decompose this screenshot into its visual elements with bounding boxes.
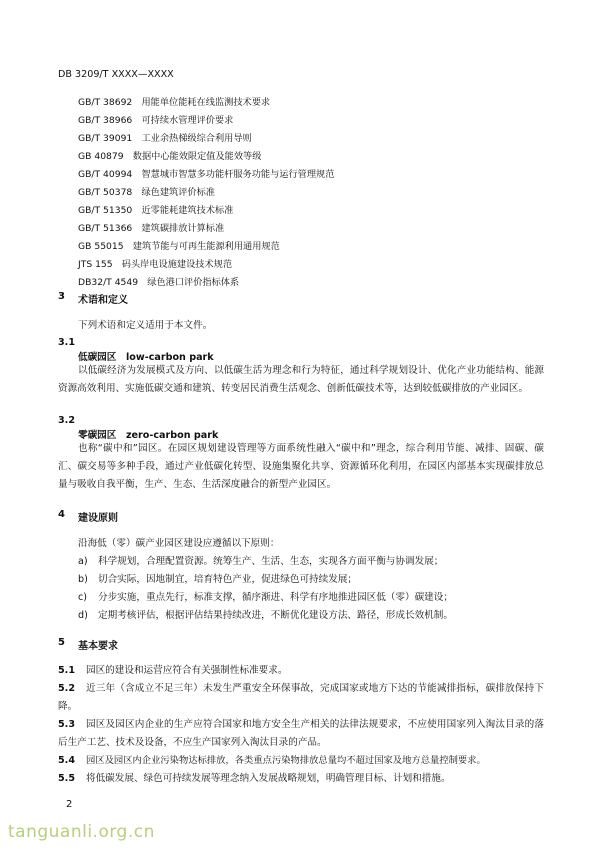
reference-item: GB/T 50378 绿色建筑评价标准 bbox=[78, 187, 215, 198]
list-item: 科学规划，合理配置资源。统筹生产、生活、生态，实现各方面平衡与协调发展； bbox=[98, 556, 444, 567]
term-definition: 以低碳经济为发展模式及方向、以低碳生活为理念和行为特征，通过科学规划设计、优化产业功能结构、能源资源高效利用、实施低碳交通和建筑、转变居民消费生活观念、创新低碳技术等，达到较低碳排放的产业园区。 bbox=[58, 365, 544, 394]
section-title: 建设原则 bbox=[78, 513, 118, 524]
list-item: 定期考核评估，根据评估结果持续改进，不断优化建设方法、路径，形成长效机制。 bbox=[98, 610, 453, 621]
reference-item: GB/T 39091 工业余热梯级综合利用导则 bbox=[78, 133, 252, 144]
clause-text: 园区及园区内企业的生产应符合国家和地方安全生产相关的法律法规要求，不应使用国家列入淘汰目录的落后生产工艺、技术及设备，不应生产国家列入淘汰目录的产品。 bbox=[58, 719, 544, 748]
clause-number: 5.5 bbox=[58, 773, 75, 784]
section-title: 术语和定义 bbox=[78, 295, 128, 306]
reference-item: DB32/T 4549 绿色港口评价指标体系 bbox=[78, 277, 240, 288]
reference-item: GB/T 38692 用能单位能耗在线监测技术要求 bbox=[78, 97, 271, 108]
section-intro: 下列术语和定义适用于本文件。 bbox=[78, 320, 213, 331]
term-name: 零碳园区 zero-carbon park bbox=[78, 430, 219, 441]
reference-item: GB/T 38966 可持续水管理评价要求 bbox=[78, 115, 234, 126]
list-item-marker: d) bbox=[78, 610, 88, 621]
clause-number: 5.4 bbox=[58, 755, 75, 766]
term-number: 3.1 bbox=[58, 337, 75, 348]
clause-text: 园区的建设和运营应符合有关强制性标准要求。 bbox=[86, 665, 288, 676]
document-code: DB 3209/T XXXX—XXXX bbox=[58, 69, 174, 80]
term-definition: 也称“碳中和”园区。在园区规划建设管理等方面系统性融入“碳中和”理念，综合利用节能、减排、固碳、碳汇、碳交易等多种手段，通过产业低碳化转型、设施集聚化共享、资源循环化利用，在园区内部基本实现碳排放总量与吸收自我平衡，生产、生态、生活深度融合的新型产业园区。 bbox=[58, 443, 544, 490]
reference-item: GB 55015 建筑节能与可再生能源利用通用规范 bbox=[78, 241, 280, 252]
list-item-marker: b) bbox=[78, 574, 88, 585]
clause-text: 园区及园区内企业污染物达标排放，各类重点污染物排放总量均不超过国家及地方总量控制要求。 bbox=[86, 755, 486, 766]
page-number: 2 bbox=[66, 799, 73, 810]
term-name: 低碳园区 low-carbon park bbox=[78, 352, 214, 363]
list-item: 切合实际，因地制宜，培育特色产业，促进绿色可持续发展； bbox=[98, 574, 358, 585]
reference-item: GB/T 51366 建筑碳排放计算标准 bbox=[78, 223, 225, 234]
clause-number: 5.2 bbox=[58, 683, 75, 694]
reference-item: JTS 155 码头岸电设施建设技术规范 bbox=[78, 259, 233, 270]
clause-number: 5.3 bbox=[58, 719, 75, 730]
list-item-marker: a) bbox=[78, 556, 88, 567]
reference-item: GB/T 40994 智慧城市智慧多功能杆服务功能与运行管理规范 bbox=[78, 169, 335, 180]
list-item-marker: c) bbox=[78, 592, 88, 603]
watermark-text: tanguanli.org.cn bbox=[8, 822, 155, 842]
clause-text: 近三年（含成立不足三年）未发生严重安全环保事故，完成国家或地方下达的节能减排指标，碳排放保持下降。 bbox=[58, 683, 544, 712]
reference-item: GB 40879 数据中心能效限定值及能效等级 bbox=[78, 151, 262, 162]
section-number: 4 bbox=[58, 509, 65, 520]
clause-text: 将低碳发展、绿色可持续发展等理念纳入发展战略规划，明确管理目标、计划和措施。 bbox=[86, 773, 451, 784]
list-item: 分步实施，重点先行，标准支撑，循序渐进、科学有序地推进园区低（零）碳建设； bbox=[98, 592, 453, 603]
clause-number: 5.1 bbox=[58, 665, 75, 676]
section-number: 3 bbox=[58, 291, 65, 302]
term-number: 3.2 bbox=[58, 415, 75, 426]
reference-item: GB/T 51350 近零能耗建筑技术标准 bbox=[78, 205, 234, 216]
section-title: 基本要求 bbox=[78, 641, 118, 652]
section-intro: 沿海低（零）碳产业园区建设应遵循以下原则： bbox=[78, 538, 280, 549]
section-number: 5 bbox=[58, 637, 65, 648]
